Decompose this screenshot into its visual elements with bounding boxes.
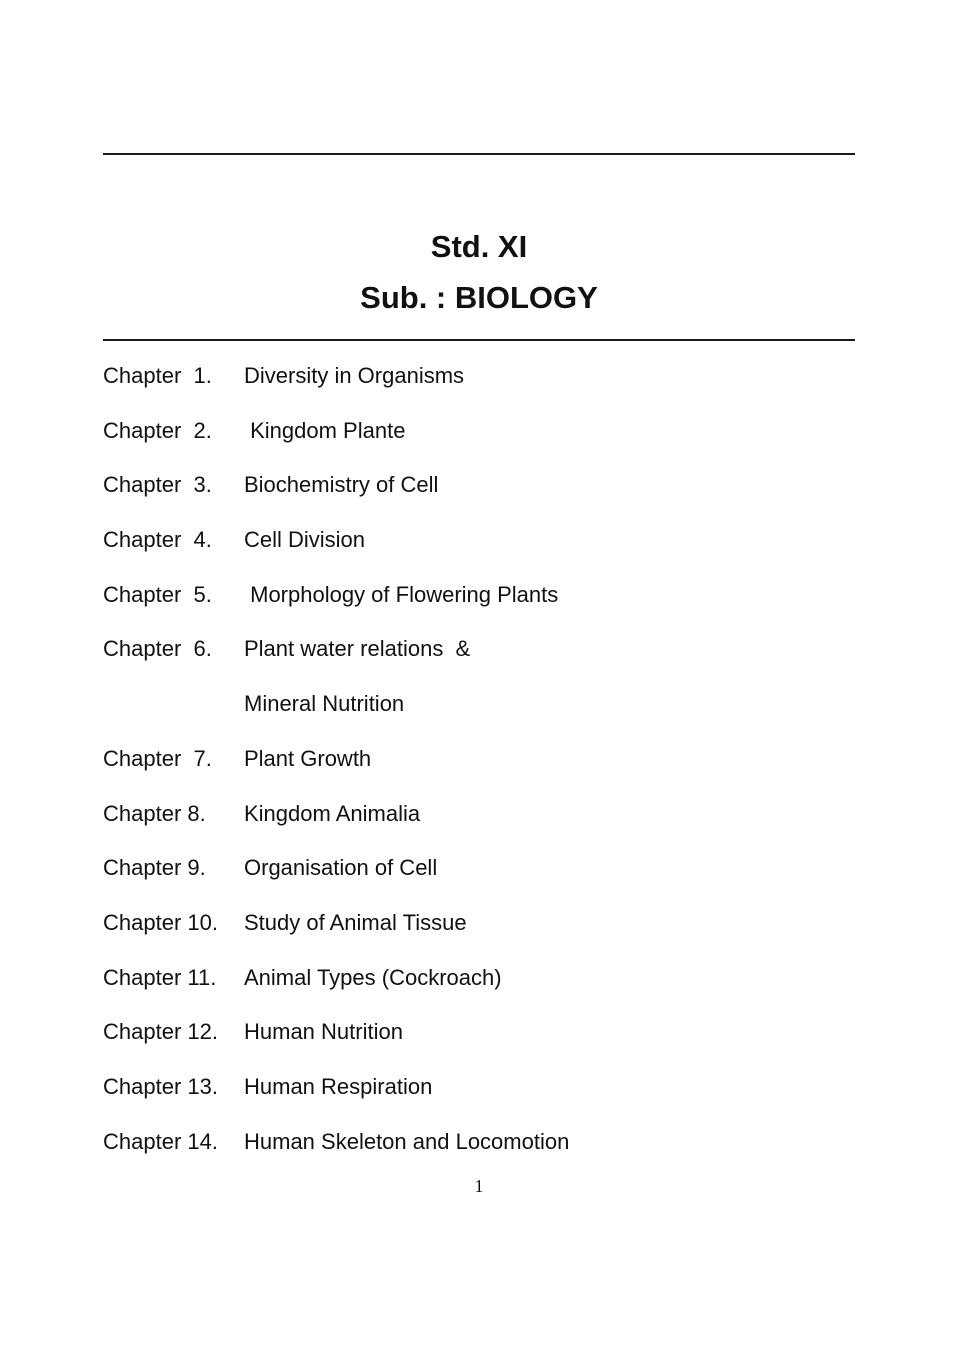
standard-heading: Std. XI xyxy=(430,229,528,264)
chapter-row xyxy=(103,413,855,468)
chapter-number: Chapter 9. xyxy=(103,855,206,881)
chapter-title: Diversity in Organisms xyxy=(244,363,465,388)
chapter-number: Chapter 6. xyxy=(103,636,212,662)
chapter-row xyxy=(103,1014,855,1069)
chapter-title: Kingdom Animalia xyxy=(244,800,421,826)
chapter-row xyxy=(103,905,855,960)
chapter-row xyxy=(103,631,855,686)
chapter-row xyxy=(103,467,855,522)
chapter-number: Chapter 10. xyxy=(103,909,218,935)
chapter-list xyxy=(103,358,855,1178)
chapter-title: Organisation of Cell xyxy=(244,855,438,881)
chapter-row xyxy=(103,850,855,905)
chapter-number: Chapter 14. xyxy=(103,1128,218,1154)
chapter-number: Chapter 1. xyxy=(103,363,212,388)
chapter-title: Human Respiration xyxy=(244,1073,433,1099)
chapter-title: Mineral Nutrition xyxy=(244,691,405,717)
chapter-row xyxy=(103,577,855,632)
chapter-title: Human Nutrition xyxy=(244,1019,403,1045)
heading-divider xyxy=(103,339,855,341)
chapter-number: Chapter 4. xyxy=(103,527,212,553)
chapter-row xyxy=(103,522,855,577)
chapter-number: Chapter 11. xyxy=(103,964,217,990)
chapter-title: Biochemistry of Cell xyxy=(244,472,439,498)
chapter-number: Chapter 5. xyxy=(103,581,212,607)
chapter-row xyxy=(103,741,855,796)
chapter-title: Kingdom Plante xyxy=(244,417,406,443)
page-number: 1 xyxy=(474,1176,484,1196)
chapter-row-continuation xyxy=(103,686,855,741)
chapter-number: Chapter 7. xyxy=(103,745,212,771)
chapter-number: Chapter 12. xyxy=(103,1019,218,1045)
chapter-number: Chapter 13. xyxy=(103,1073,218,1099)
subject-heading: Sub. : BIOLOGY xyxy=(360,280,598,315)
chapter-title: Cell Division xyxy=(244,527,366,553)
chapter-row xyxy=(103,960,855,1015)
chapter-row xyxy=(103,358,855,413)
chapter-title: Plant Growth xyxy=(244,745,372,771)
chapter-title: Study of Animal Tissue xyxy=(244,909,467,935)
chapter-number: Chapter 2. xyxy=(103,417,212,443)
chapter-number: Chapter 3. xyxy=(103,472,212,498)
chapter-title: Morphology of Flowering Plants xyxy=(244,581,559,607)
chapter-row xyxy=(103,796,855,851)
chapter-row xyxy=(103,1069,855,1124)
chapter-row xyxy=(103,1124,855,1179)
chapter-number: Chapter 8. xyxy=(103,800,206,826)
top-divider xyxy=(103,153,855,155)
chapter-title: Human Skeleton and Locomotion xyxy=(244,1128,570,1154)
chapter-title: Plant water relations & xyxy=(244,636,471,662)
chapter-title: Animal Types (Cockroach) xyxy=(244,964,502,990)
